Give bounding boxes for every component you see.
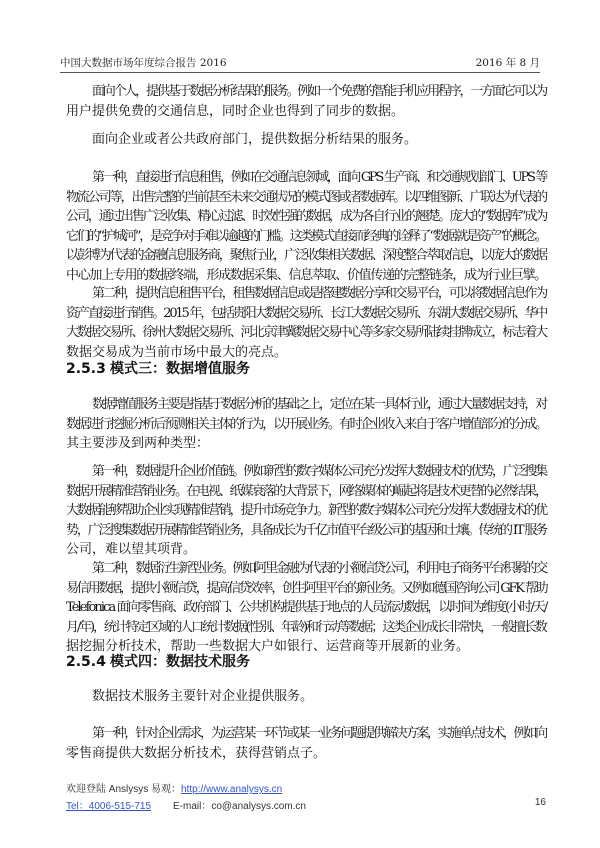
page-header <box>60 55 540 73</box>
paragraph-line: 物流公司等，出售完整的当前甚至未来交通状况的模式图或者数据库。以四维图新、广联达为代表的 <box>66 189 547 205</box>
footer-line-1 <box>66 780 546 795</box>
paragraph-line: 面向企业或者公共政府部门，提供数据分析结果的服务。 <box>92 132 418 147</box>
paragraph <box>66 82 546 121</box>
paragraph-line: 数据进行挖掘分析后预测相关主体的行为，以开展业务。有时企业收入来自于客户增值部分的分成。 <box>66 416 547 432</box>
paragraph-line: 中心加上专用的数据终端，形成数据采集、信息萃取、价值传递的完整链条，成为行业巨擘。 <box>66 267 547 283</box>
section-title: 模式三：数据增值服务 <box>110 361 250 377</box>
tel-link[interactable]: Tel：4006-515-715 <box>66 801 152 812</box>
website-link[interactable]: http://www.analysys.cn <box>181 784 283 795</box>
paragraph-line: 第一种，直接进行信息租售，例如在交通信息领域，面向 GPS 生产商、和交通规划部门、UPS 等 <box>92 170 547 185</box>
paragraph-line: 其主要涉及到两种类型： <box>66 436 210 451</box>
paragraph-line: 数据技术服务主要针对企业提供服务。 <box>92 689 314 704</box>
footer-line-2 <box>66 797 546 812</box>
paragraph-line: 第二种，提供信息租售平台，租售数据信息或是搭建数据分享和交易平台，可以将数据信息作为 <box>92 286 547 301</box>
report-date: 2016 年 8 月 <box>475 57 540 69</box>
paragraph-line: 第二种，数据衍生新型业务。例如阿里金融为代表的小额信贷公司，利用电子商务平台积累的交 <box>92 561 547 576</box>
paragraph-line: 据挖掘分析技术，帮助一些数据大户如银行、运营商等开展新的业务。 <box>66 639 470 654</box>
report-title: 中国大数据市场年度综合报告 2016 <box>60 57 227 69</box>
section-title: 模式四：数据技术服务 <box>110 654 250 670</box>
paragraph-line: 第一种，针对企业需求，为运营某一环节或某一业务问题提供解决方案，实施单点技术，例如向 <box>92 726 547 741</box>
paragraph <box>66 687 546 707</box>
paragraph-line: 公司，通过出售广泛收集、精心过滤、时效性强的数据，成为各自行业的翘楚。庞大的“数据库”成为 <box>66 209 547 224</box>
paragraph-line: 零售商提供大数据分析技术，获得营销点子。 <box>66 745 327 761</box>
page-number: 16 <box>534 797 546 808</box>
paragraph <box>66 462 546 560</box>
paragraph-line: 数据开展精准营销业务。在电视、纸媒衰落的大背景下，网络媒体的崛起将是技术更替的必然结果， <box>66 483 547 499</box>
paragraph <box>66 724 546 763</box>
paragraph-line: 易信用数据，提供小额信贷，提高信贷效率，创生阿里平台的新业务。又例如德国咨询公司 GFK 帮助 <box>66 580 547 596</box>
paragraph-line: 以彭博为代表的金融信息服务商，聚焦行业，广泛收集相关数据、深度整合萃取信息，以庞大的数据 <box>66 248 547 263</box>
paragraph <box>66 395 546 454</box>
paragraph-line: 第一种，数据提升企业价值链。例如新型的数字媒体公司充分发挥大数据技术的优势，广泛搜集 <box>92 464 547 479</box>
footer-email: E-mail：co@analysys.com.cn <box>173 801 306 812</box>
paragraph-line: 公司，难以望其项背。 <box>66 542 197 557</box>
paragraph <box>66 284 546 362</box>
paragraph-line: 数据增值服务主要是指基于数据分析的基础之上，定位在某一具体行业，通过大量数据支持，对 <box>92 397 547 412</box>
section-number: 2.5.3 <box>66 361 106 377</box>
section-heading-2-5-3 <box>66 358 250 378</box>
paragraph-line: 它们的“护城河”，是竞争对手难以逾越的门槛。这类模式直接而经典的诠释了“数据就是资产”的概念。 <box>66 228 546 244</box>
paragraph-line: 面向个人，提供基于数据分析结果的服务。例如一个免费的智能手机应用程序，一方面它可以为 <box>92 84 547 99</box>
section-heading-2-5-4 <box>66 651 250 671</box>
paragraph-line: 大数据能够帮助企业实现精准营销，提升市场竞争力。新型的数字媒体公司充分发挥大数据技术的优 <box>66 503 547 518</box>
section-number: 2.5.4 <box>66 654 106 670</box>
paragraph-line: 势，广泛搜集数据开展精准营销业务，具备成长为千亿市值平台级公司的基因和土壤。传统的 IT 服务 <box>66 522 547 538</box>
paragraph <box>66 168 546 285</box>
paragraph-line: 资产直接进行销售。2015 年，包括贵阳大数据交易所、长江大数据交易所、东湖大数据交易所、华中 <box>66 305 547 321</box>
paragraph-line: 月/年)，统计特定区域的人口统计数据(性别、年龄)和行动等数据；这类企业成长非常快，一般擅长数 <box>66 619 546 635</box>
paragraph <box>66 130 546 150</box>
footer-welcome: 欢迎登陆 Anslysys 易观： <box>66 784 182 795</box>
paragraph-line: Telefonica 面向零售商、政府部门、公共机构提供基于地点的人员流动数据，以时间为维度(小时/天/ <box>66 600 547 615</box>
paragraph-line: 用户提供免费的交通信息，同时企业也得到了同步的数据。 <box>66 103 405 119</box>
paragraph-line: 数据交易成为当前市场中最大的亮点。 <box>66 344 288 360</box>
paragraph <box>66 559 546 657</box>
paragraph-line: 大数据交易所、徐州大数据交易所、河北京津冀数据交易中心等多家交易所陆续挂牌成立，标志着大 <box>66 325 547 340</box>
